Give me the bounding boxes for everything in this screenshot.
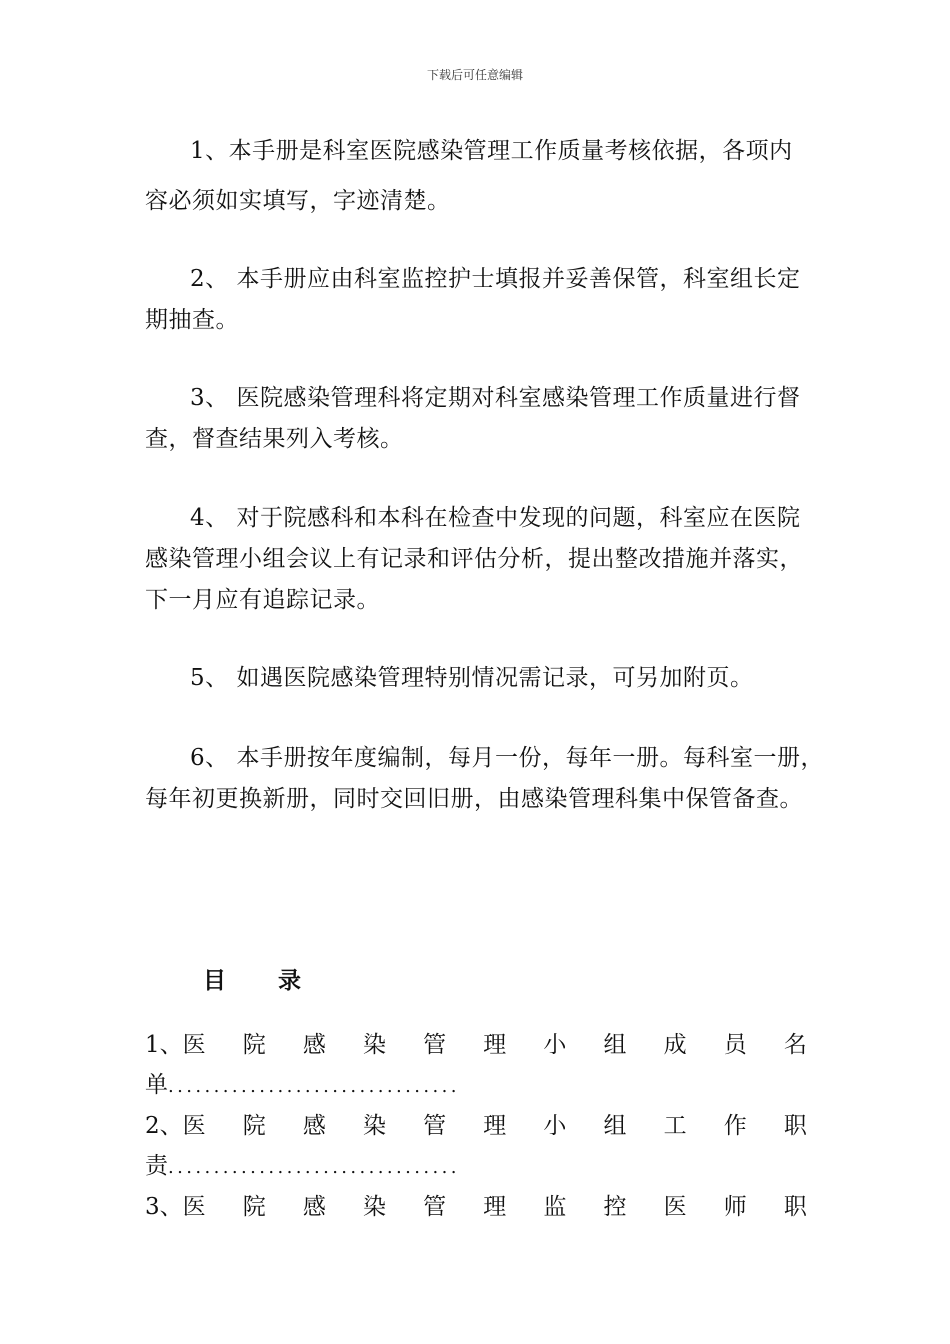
toc-char: 感 [302,1113,326,1139]
toc-char: 小 [543,1113,567,1139]
paragraph-line: 1、本手册是科室医院感染管理工作质量考核依据，各项内 [190,138,793,164]
toc-title-char: 目 [203,967,226,994]
instruction-paragraph-5 [145,658,805,699]
toc-char: 感 [302,1032,326,1058]
toc-char: 名 [783,1032,807,1058]
toc-char: 3、医 [145,1194,206,1220]
toc-char: 责 [145,1153,168,1179]
toc-char: 员 [723,1032,747,1058]
toc-char: 院 [242,1113,266,1139]
toc-char: 2、医 [145,1113,206,1139]
toc-item-2[interactable] [145,1106,807,1186]
instruction-paragraph-3 [145,378,805,460]
paragraph-line: 感染管理小组会议上有记录和评估分析，提出整改措施并落实， [145,546,803,572]
toc-char: 职 [783,1194,807,1220]
toc-char: 染 [363,1113,387,1139]
toc-leader-dots: ................................ [168,1157,460,1178]
toc-char: 职 [783,1113,807,1139]
toc-char: 院 [242,1032,266,1058]
instruction-paragraph-4 [145,498,805,621]
toc-char: 医 [663,1194,687,1220]
paragraph-line: 容必须如实填写，字迹清楚。 [145,188,451,214]
paragraph-line: 查，督查结果列入考核。 [145,426,404,452]
toc-char: 小 [543,1032,567,1058]
toc-char: 管 [423,1113,447,1139]
toc-char: 作 [723,1113,747,1139]
paragraph-line: 2、 本手册应由科室监控护士填报并妥善保管，科室组长定 [190,266,801,292]
toc-char: 监 [543,1194,567,1220]
toc-title-char: 录 [278,967,302,994]
instruction-paragraph-1 [145,131,805,222]
toc-char: 1、医 [145,1032,206,1058]
toc-char: 理 [483,1194,507,1220]
toc-char: 管 [423,1032,447,1058]
toc-char: 工 [663,1113,687,1139]
toc-char: 控 [603,1194,627,1220]
toc-item-3[interactable] [145,1187,807,1227]
toc-char: 染 [363,1194,387,1220]
toc-char: 感 [302,1194,326,1220]
instruction-paragraph-2 [145,259,805,341]
page-header: 下载后可任意编辑 [426,68,523,82]
toc-item-1[interactable] [145,1025,807,1105]
paragraph-line: 每年初更换新册，同时交回旧册，由感染管理科集中保管备查。 [145,786,803,812]
paragraph-line: 4、 对于院感科和本科在检查中发现的问题，科室应在医院 [190,505,801,531]
paragraph-line: 下一月应有追踪记录。 [145,587,380,613]
toc-title [203,962,301,995]
toc-char: 师 [723,1194,747,1220]
toc-item-row [145,1146,807,1186]
paragraph-line: 6、 本手册按年度编制，每月一份，每年一册。每科室一册， [190,745,824,771]
toc-char: 院 [242,1194,266,1220]
toc-char: 单 [145,1072,168,1098]
toc-item-row [145,1106,807,1146]
toc-char: 染 [363,1032,387,1058]
toc-leader-dots: ................................ [168,1076,460,1097]
toc-item-row [145,1065,807,1105]
paragraph-line: 期抽查。 [145,307,239,333]
toc-item-row [145,1187,807,1227]
toc-char: 理 [483,1032,507,1058]
toc-char: 管 [423,1194,447,1220]
toc-char: 组 [603,1032,627,1058]
toc-item-row [145,1025,807,1065]
paragraph-line: 3、 医院感染管理科将定期对科室感染管理工作质量进行督 [190,385,801,411]
paragraph-line: 5、 如遇医院感染管理特别情况需记录，可另加附页。 [190,665,754,691]
toc-char: 组 [603,1113,627,1139]
toc-char: 成 [663,1032,687,1058]
instruction-paragraph-6 [145,738,824,820]
toc-char: 理 [483,1113,507,1139]
